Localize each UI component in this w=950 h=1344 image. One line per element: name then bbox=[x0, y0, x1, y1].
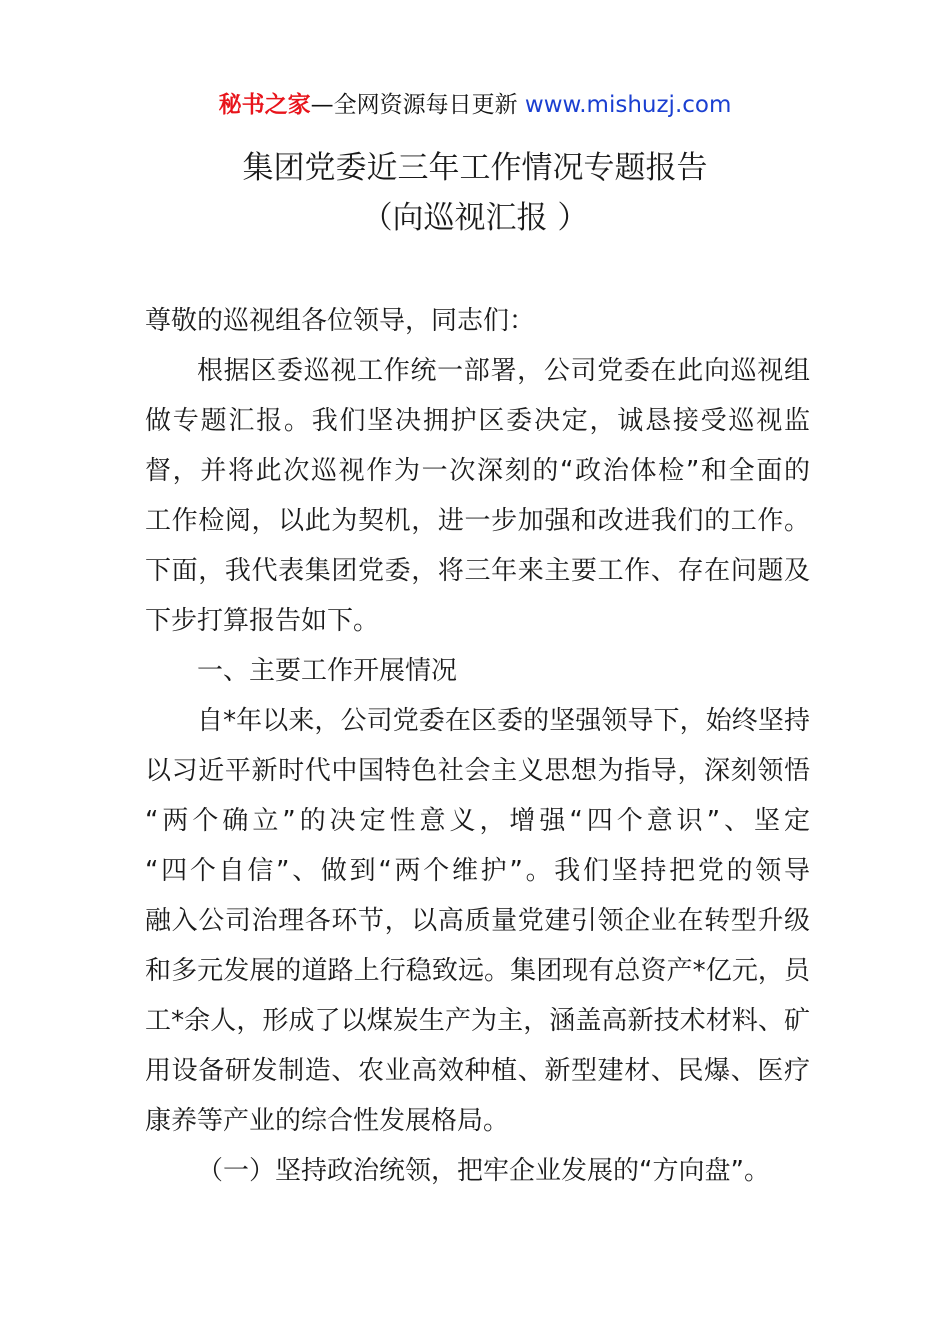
paragraph-2-line: “两个确立”的决定性意义，增强“四个意识”、坚定 bbox=[145, 806, 810, 836]
paragraph-1-line: 工作检阅，以此为契机，进一步加强和改进我们的工作。 bbox=[145, 506, 810, 536]
paragraph-2-line: 和多元发展的道路上行稳致远。集团现有总资产*亿元，员 bbox=[145, 956, 810, 986]
paragraph-1-line: 根据区委巡视工作统一部署，公司党委在此向巡视组 bbox=[197, 356, 810, 386]
subsection-heading: （一）坚持政治统领，把牢企业发展的“方向盘”。 bbox=[197, 1156, 770, 1186]
paragraph-2-line: 融入公司治理各环节，以高质量党建引领企业在转型升级 bbox=[145, 906, 810, 936]
paragraph-2-line: 以习近平新时代中国特色社会主义思想为指导，深刻领悟 bbox=[145, 756, 810, 786]
paragraph-2-line: “四个自信”、做到“两个维护”。我们坚持把党的领导 bbox=[145, 856, 810, 886]
paragraph-1-line: 做专题汇报。我们坚决拥护区委决定，诚恳接受巡视监 bbox=[145, 406, 810, 436]
paragraph-2-line: 用设备研发制造、农业高效种植、新型建材、民爆、医疗 bbox=[145, 1056, 810, 1086]
paragraph-1-line: 督，并将此次巡视作为一次深刻的“政治体检”和全面的 bbox=[145, 456, 810, 486]
header-tagline: —全网资源每日更新 bbox=[310, 92, 525, 118]
site-url-link[interactable]: www.mishuzj.com bbox=[524, 92, 732, 118]
section-heading: 一、主要工作开展情况 bbox=[197, 656, 458, 686]
document-subtitle: （向巡视汇报 ） bbox=[361, 200, 589, 236]
site-header bbox=[0, 88, 950, 122]
paragraph-1-line: 下面，我代表集团党委，将三年来主要工作、存在问题及 bbox=[145, 556, 810, 586]
paragraph-2-line: 工*余人，形成了以煤炭生产为主，涵盖高新技术材料、矿 bbox=[145, 1006, 810, 1036]
paragraph-2-line: 康养等产业的综合性发展格局。 bbox=[145, 1106, 510, 1136]
paragraph-1-line: 下步打算报告如下。 bbox=[145, 606, 380, 636]
salutation: 尊敬的巡视组各位领导，同志们： bbox=[145, 306, 536, 336]
document-title: 集团党委近三年工作情况专题报告 bbox=[242, 150, 708, 186]
brand-name: 秘书之家 bbox=[218, 92, 311, 118]
document-body bbox=[145, 296, 810, 1196]
paragraph-2-line: 自*年以来，公司党委在区委的坚强领导下，始终坚持 bbox=[197, 706, 810, 736]
